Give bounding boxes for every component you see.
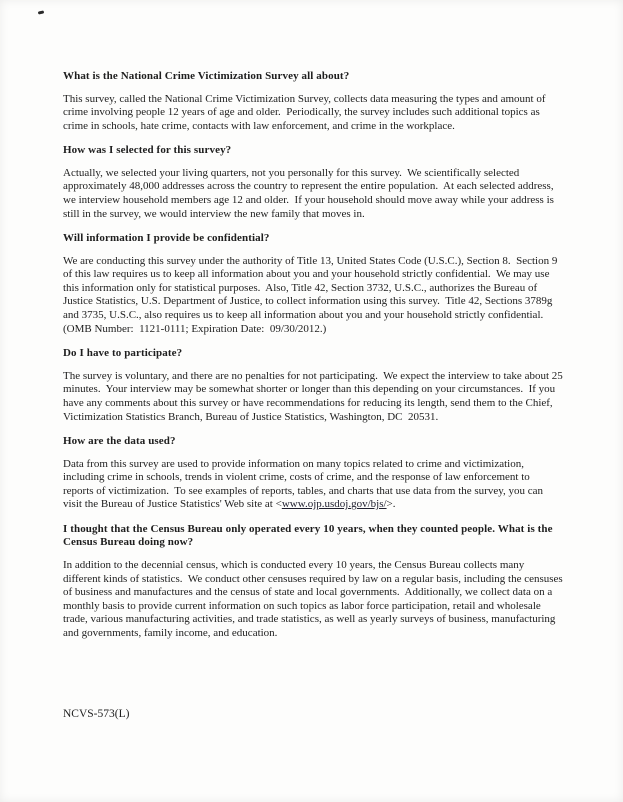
form-number: NCVS-573(L) [63, 708, 130, 720]
section-heading: What is the National Crime Victimization Survey all about? [63, 70, 350, 82]
section-body-text: Data from this survey are used to provide information on many topics related to crime and victimization, including crime in schools, trends in violent crime, costs of crime, and the response of law enforcement to reports of victimization. To see examples of reports, tables, and charts that use data from the survey, you can visit the Bureau of Justice Statistics' Web site at < [63, 457, 546, 511]
document-content [63, 70, 566, 652]
bjs-website-link[interactable]: www.ojp.usdoj.gov/bjs/ [281, 498, 387, 511]
section-body: In addition to the decennial census, which is conducted every 10 years, the Census Bureau collects many different kinds of statistics. We conduct other censuses required by law on a regular basis, including the censuses of business and manufactures and the census of state and local governments. Additionally, we collect data on a monthly basis to provide current information on such topics as labor force participation, retail and wholesale trade, various manufacturing activities, and trade statistics, as well as yearly surveys of business, manufacturing and governments, family income, and education. [63, 558, 566, 639]
section-heading: Do I have to participate? [63, 347, 183, 360]
faq-section-census-bureau [63, 522, 566, 641]
faq-section-data-use [63, 435, 563, 512]
scan-artifact [38, 10, 44, 14]
section-heading: How was I selected for this survey? [63, 144, 232, 157]
faq-section-about [63, 70, 563, 133]
faq-section-selection [63, 144, 563, 221]
section-body [63, 458, 563, 512]
section-body: This survey, called the National Crime Victimization Survey, collects data measuring the types and amount of crime involving people 12 years of age and older. Periodically, the survey includes such additional topics as crime in schools, hate crime, contacts with law enforcement, and crime in the workplace. [63, 92, 549, 132]
section-heading: Will information I provide be confidential? [63, 232, 270, 245]
faq-section-confidentiality [63, 232, 563, 336]
faq-section-participation [63, 347, 566, 424]
section-body: Actually, we selected your living quarters, not you personally for this survey. We scientifically selected approximately 48,000 addresses across the country to represent the entire population. At each selected address, we interview household members age 12 and older. If your household should move away while your address is still in the survey, we would interview the new family that moves in. [63, 166, 557, 220]
section-heading: How are the data used? [63, 435, 176, 448]
section-heading: I thought that the Census Bureau only operated every 10 years, when they counted people. What is the Census Bureau doing now? [63, 522, 553, 549]
section-body: We are conducting this survey under the authority of Title 13, United States Code (U.S.C.), Section 8. Section 9 of this law requires us to keep all information about you and your household strictly confidential. We may use this information only for statistical purposes. Also, Title 42, Section 3732, U.S.C., authorizes the Bureau of Justice Statistics, U.S. Department of Justice, to collect information using this survey. Title 42, Sections 3789g and 3735, U.S.C., also requires us to keep all information about you and your household strictly confidential. (OMB Number: 1121-0111; Expiration Date: 09/30/2012.) [63, 254, 561, 335]
section-body: The survey is voluntary, and there are no penalties for not participating. We expect the interview to take about 25 minutes. Your interview may be somewhat shorter or longer than this depending on your circumstances. If you have any comments about this survey or have recommendations for reducing its length, send them to the Chief, Victimization Statistics Branch, Bureau of Justice Statistics, Washington, DC 20531. [63, 369, 566, 423]
section-body-text: >. [386, 498, 396, 511]
